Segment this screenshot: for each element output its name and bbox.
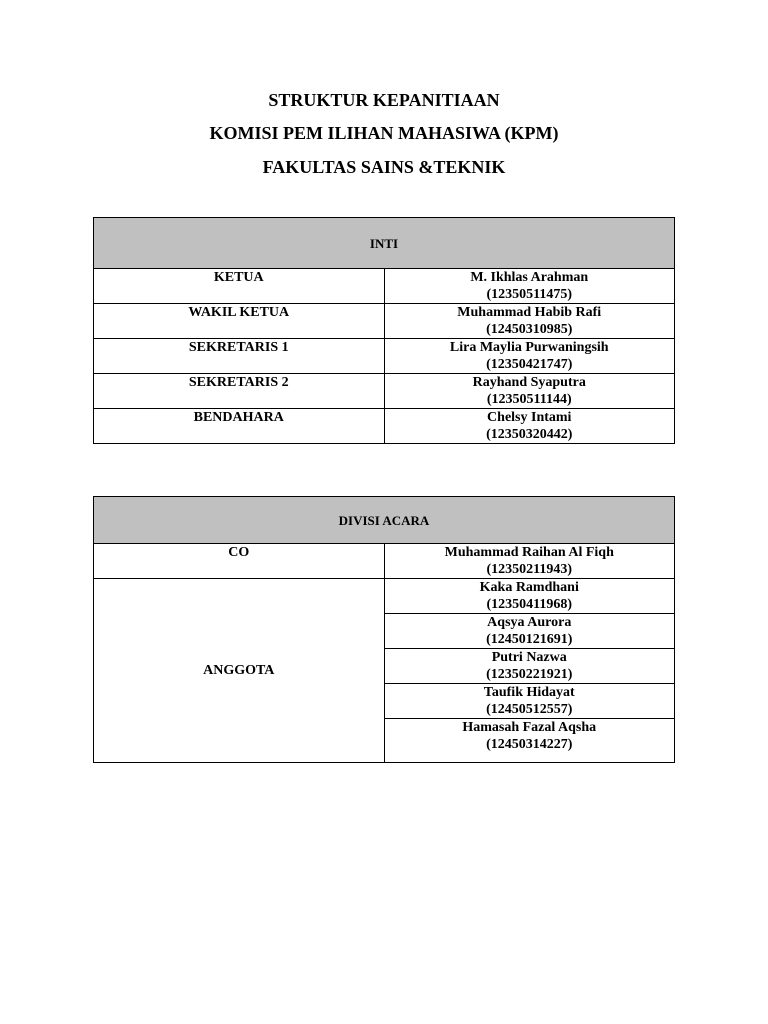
inti-header: INTI (94, 218, 675, 269)
role-cell: KETUA (94, 269, 385, 304)
member-name: Lira Maylia Purwaningsih (449, 340, 609, 355)
table-row (94, 304, 675, 339)
member-name: Rayhand Syaputra (472, 375, 586, 390)
member-id: (12350221921) (486, 667, 573, 682)
document-faculty: FAKULTAS SAINS &TEKNIK (262, 157, 506, 177)
member-name: Aqsya Aurora (487, 615, 572, 630)
member-id: (12450121691) (486, 632, 573, 647)
role-cell: SEKRETARIS 2 (94, 374, 385, 409)
inti-table (93, 217, 675, 444)
member-name: Putri Nazwa (491, 650, 567, 665)
member-id: (12350511144) (486, 392, 572, 407)
table-row (94, 409, 675, 444)
member-cell (384, 579, 675, 614)
member-cell (384, 304, 675, 339)
member-id: (12450314227) (486, 737, 573, 752)
role-cell: CO (94, 544, 385, 579)
role-cell: SEKRETARIS 1 (94, 339, 385, 374)
member-cell (384, 614, 675, 649)
table-row (94, 374, 675, 409)
role-cell: WAKIL KETUA (94, 304, 385, 339)
document-subtitle: KOMISI PEM ILIHAN MAHASIWA (KPM) (209, 123, 559, 143)
member-name: M. Ikhlas Arahman (470, 270, 589, 285)
table-row (94, 339, 675, 374)
member-name: Muhammad Habib Rafi (457, 305, 602, 320)
member-cell (384, 684, 675, 719)
document-title: STRUKTUR KEPANITIAAN (268, 90, 500, 110)
role-cell: BENDAHARA (94, 409, 385, 444)
table-row (94, 269, 675, 304)
member-id: (12350320442) (486, 427, 573, 442)
member-name: Kaka Ramdhani (479, 580, 579, 595)
member-cell (384, 719, 675, 763)
anggota-role-cell: ANGGOTA (94, 579, 385, 763)
member-cell (384, 374, 675, 409)
member-id: (12350211943) (486, 562, 573, 577)
member-cell (384, 409, 675, 444)
table-row (94, 544, 675, 579)
acara-header: DIVISI ACARA (94, 497, 675, 544)
member-name: Hamasah Fazal Aqsha (462, 720, 597, 735)
member-name: Muhammad Raihan Al Fiqh (444, 545, 614, 560)
member-cell (384, 649, 675, 684)
member-cell (384, 544, 675, 579)
member-id: (12350421747) (486, 357, 573, 372)
divisi-acara-table (93, 496, 675, 763)
member-name: Chelsy Intami (487, 410, 572, 425)
member-id: (12350411968) (486, 597, 573, 612)
member-id: (12450310985) (486, 322, 573, 337)
member-cell (384, 269, 675, 304)
member-name: Taufik Hidayat (483, 685, 575, 700)
member-id: (12350511475) (486, 287, 573, 302)
member-id: (12450512557) (486, 702, 573, 717)
member-cell (384, 339, 675, 374)
table-row (94, 579, 675, 614)
